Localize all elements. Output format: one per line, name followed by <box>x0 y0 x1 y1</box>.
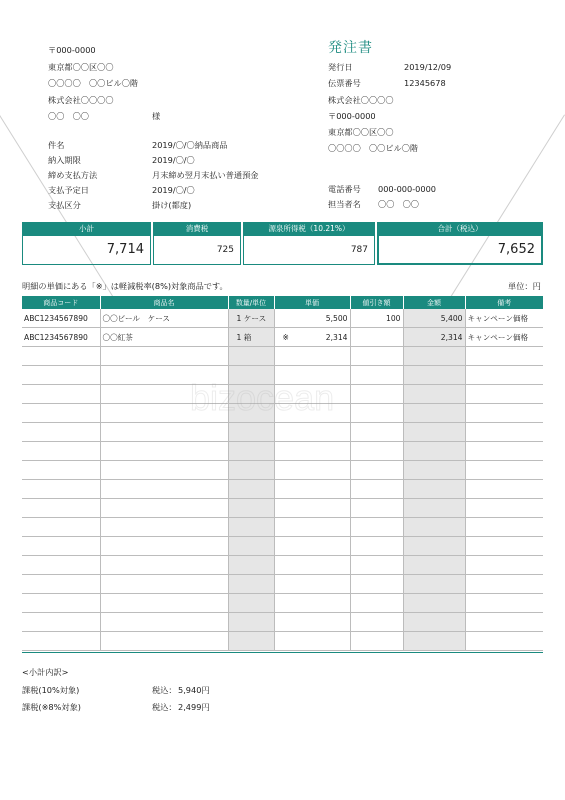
cell-empty <box>228 594 274 613</box>
cell-code: ABC1234567890 <box>22 309 100 328</box>
cell-empty <box>22 537 100 556</box>
cell-empty <box>274 594 350 613</box>
cell-empty <box>100 632 228 651</box>
recipient-honorific: 様 <box>152 111 161 121</box>
cell-amount: 2,314 <box>403 328 465 347</box>
cell-empty <box>228 575 274 594</box>
cell-empty <box>274 632 350 651</box>
table-row-empty <box>22 499 543 518</box>
cell-empty <box>350 594 403 613</box>
cell-empty <box>465 423 543 442</box>
cell-empty <box>350 480 403 499</box>
summary-withholding <box>243 222 375 266</box>
cell-empty <box>100 575 228 594</box>
cell-empty <box>403 632 465 651</box>
cell-empty <box>403 594 465 613</box>
cell-empty <box>228 537 274 556</box>
table-row <box>22 328 543 347</box>
header-quantity-unit: 数量/単位 <box>228 296 274 309</box>
summary-subtotal-label: 小計 <box>22 222 151 236</box>
cell-empty <box>350 556 403 575</box>
cell-empty <box>22 556 100 575</box>
cell-empty <box>228 632 274 651</box>
issuer-company: 株式会社〇〇〇〇 <box>328 95 394 105</box>
cell-empty <box>100 480 228 499</box>
cell-empty <box>228 442 274 461</box>
recipient-address2: 〇〇〇〇 〇〇ビル〇階 <box>48 78 139 88</box>
issue-date: 2019/12/09 <box>404 62 452 72</box>
cell-empty <box>274 518 350 537</box>
cell-empty <box>403 385 465 404</box>
cell-empty <box>274 347 350 366</box>
cell-unit: ケース <box>243 313 267 323</box>
cell-empty <box>403 480 465 499</box>
cell-code: ABC1234567890 <box>22 328 100 347</box>
header-product-name: 商品名 <box>100 296 228 309</box>
cell-empty <box>350 499 403 518</box>
table-row-empty <box>22 632 543 651</box>
cell-empty <box>100 442 228 461</box>
cell-empty <box>22 442 100 461</box>
summary-subtotal-value: 7,714 <box>22 236 151 265</box>
cell-price: 5,500 <box>325 313 348 323</box>
cell-discount <box>350 328 403 347</box>
slip-number-label: 伝票番号 <box>328 78 361 88</box>
table-row-empty <box>22 575 543 594</box>
cell-empty <box>228 347 274 366</box>
cell-empty <box>274 556 350 575</box>
table-row-empty <box>22 556 543 575</box>
decoration-line-right <box>448 114 565 301</box>
table-row-empty <box>22 537 543 556</box>
cell-empty <box>403 518 465 537</box>
breakdown-label-8: 課税(※8%対象) <box>22 702 81 712</box>
cell-empty <box>228 556 274 575</box>
cell-empty <box>100 347 228 366</box>
cell-empty <box>350 537 403 556</box>
cell-empty <box>22 594 100 613</box>
recipient-company: 株式会社〇〇〇〇 <box>48 95 114 105</box>
recipient-person: 〇〇 〇〇 <box>48 111 89 121</box>
reduced-tax-note: 明細の単価にある「※」は軽減税率(8%)対象商品です。 <box>22 281 228 291</box>
cell-empty <box>22 423 100 442</box>
cell-empty <box>22 385 100 404</box>
cell-empty <box>274 613 350 632</box>
cell-empty <box>100 613 228 632</box>
summary-total-label: 合計（税込） <box>377 222 543 236</box>
cell-empty <box>228 518 274 537</box>
table-row-empty <box>22 461 543 480</box>
cell-quantity: 1 <box>236 313 242 323</box>
cell-quantity-unit <box>228 328 274 347</box>
cell-empty <box>274 499 350 518</box>
cell-empty <box>403 423 465 442</box>
header-discount: 値引き額 <box>350 296 403 309</box>
detail-label-payment-date: 支払予定日 <box>48 185 89 195</box>
cell-empty <box>350 613 403 632</box>
reduced-tax-mark: ※ <box>282 332 289 342</box>
cell-empty <box>465 347 543 366</box>
issuer-postal: 〒000-0000 <box>328 111 376 121</box>
cell-empty <box>465 537 543 556</box>
summary-withholding-value: 787 <box>243 236 375 265</box>
cell-empty <box>100 461 228 480</box>
cell-quantity-unit <box>228 309 274 328</box>
cell-empty <box>350 575 403 594</box>
summary-tax-label: 消費税 <box>153 222 241 236</box>
cell-amount: 5,400 <box>403 309 465 328</box>
cell-empty <box>350 442 403 461</box>
staff-name: 〇〇 〇〇 <box>378 199 419 209</box>
cell-unit-price <box>274 309 350 328</box>
header-unit-price: 単価 <box>274 296 350 309</box>
cell-unit: 箱 <box>243 332 252 342</box>
detail-label-payment-type: 支払区分 <box>48 200 81 210</box>
cell-empty <box>22 404 100 423</box>
header-amount: 金額 <box>403 296 465 309</box>
cell-empty <box>465 461 543 480</box>
tel-number: 000-000-0000 <box>378 184 437 194</box>
table-bottom-line <box>22 652 543 653</box>
cell-empty <box>22 480 100 499</box>
cell-empty <box>350 518 403 537</box>
cell-empty <box>274 480 350 499</box>
staff-label: 担当者名 <box>328 199 361 209</box>
detail-value-payment-method: 月末締め翌月末払い普通預金 <box>152 170 259 180</box>
cell-empty <box>100 537 228 556</box>
cell-remarks: キャンペーン価格 <box>465 309 543 328</box>
table-row-empty <box>22 442 543 461</box>
cell-empty <box>465 499 543 518</box>
bizocean-watermark <box>190 370 380 430</box>
cell-empty <box>403 404 465 423</box>
cell-empty <box>22 575 100 594</box>
recipient-address1: 東京都〇〇区〇〇 <box>48 62 114 72</box>
cell-empty <box>228 613 274 632</box>
cell-empty <box>22 461 100 480</box>
recipient-postal: 〒000-0000 <box>48 45 96 55</box>
cell-empty <box>403 613 465 632</box>
cell-empty <box>403 442 465 461</box>
detail-label-subject: 件名 <box>48 140 65 150</box>
cell-empty <box>274 575 350 594</box>
cell-empty <box>274 442 350 461</box>
breakdown-taxlabel-10: 税込： <box>152 685 177 695</box>
table-header-row <box>22 296 543 309</box>
cell-empty <box>465 613 543 632</box>
cell-empty <box>22 632 100 651</box>
cell-empty <box>228 461 274 480</box>
detail-label-deadline: 納入期限 <box>48 155 81 165</box>
cell-empty <box>22 347 100 366</box>
header-product-code: 商品コード <box>22 296 100 309</box>
summary-tax <box>153 222 241 266</box>
cell-name: 〇〇ビール ケース <box>100 309 228 328</box>
breakdown-value-10: 5,940円 <box>178 685 210 695</box>
summary-total-value: 7,652 <box>377 236 543 265</box>
detail-value-deadline: 2019/〇/〇 <box>152 155 195 165</box>
cell-empty <box>465 632 543 651</box>
cell-empty <box>274 461 350 480</box>
cell-empty <box>403 499 465 518</box>
cell-empty <box>350 632 403 651</box>
cell-price: 2,314 <box>325 332 348 342</box>
cell-unit-price <box>274 328 350 347</box>
detail-label-payment-method: 締め支払方法 <box>48 170 98 180</box>
cell-empty <box>228 499 274 518</box>
cell-empty <box>403 461 465 480</box>
table-row <box>22 309 543 328</box>
header-remarks: 備考 <box>465 296 543 309</box>
cell-empty <box>274 537 350 556</box>
cell-empty <box>465 404 543 423</box>
cell-empty <box>403 537 465 556</box>
cell-empty <box>465 442 543 461</box>
table-row-empty <box>22 613 543 632</box>
summary-tax-value: 725 <box>153 236 241 265</box>
breakdown-value-8: 2,499円 <box>178 702 210 712</box>
cell-empty <box>403 347 465 366</box>
table-row-empty <box>22 347 543 366</box>
summary-total <box>377 222 543 266</box>
cell-quantity: 1 <box>236 332 242 342</box>
cell-empty <box>465 366 543 385</box>
watermark-text: bizocean <box>190 377 335 418</box>
cell-empty <box>350 461 403 480</box>
cell-empty <box>403 366 465 385</box>
tel-label: 電話番号 <box>328 184 361 194</box>
cell-empty <box>22 499 100 518</box>
document-title: 発注書 <box>328 40 373 56</box>
detail-value-payment-date: 2019/〇/〇 <box>152 185 195 195</box>
cell-empty <box>100 518 228 537</box>
table-row-empty <box>22 480 543 499</box>
cell-name: 〇〇紅茶 <box>100 328 228 347</box>
issuer-address2: 〇〇〇〇 〇〇ビル〇階 <box>328 143 419 153</box>
cell-empty <box>22 366 100 385</box>
issuer-address1: 東京都〇〇区〇〇 <box>328 127 394 137</box>
summary-subtotal <box>22 222 151 266</box>
unit-label: 単位：円 <box>508 281 541 291</box>
cell-empty <box>100 556 228 575</box>
breakdown-label-10: 課税(10%対象) <box>22 685 80 695</box>
slip-number: 12345678 <box>404 78 446 88</box>
detail-value-payment-type: 掛け(都度) <box>152 200 192 210</box>
cell-empty <box>465 594 543 613</box>
breakdown-taxlabel-8: 税込： <box>152 702 177 712</box>
detail-value-subject: 2019/〇/〇納品商品 <box>152 140 228 150</box>
cell-empty <box>465 556 543 575</box>
cell-empty <box>350 347 403 366</box>
cell-remarks: キャンペーン価格 <box>465 328 543 347</box>
issue-date-label: 発行日 <box>328 62 353 72</box>
cell-empty <box>100 594 228 613</box>
cell-empty <box>403 556 465 575</box>
cell-empty <box>22 613 100 632</box>
cell-discount: 100 <box>350 309 403 328</box>
cell-empty <box>465 385 543 404</box>
cell-empty <box>465 575 543 594</box>
cell-empty <box>403 575 465 594</box>
cell-empty <box>465 480 543 499</box>
table-row-empty <box>22 518 543 537</box>
summary-withholding-label: 源泉所得税（10.21%） <box>243 222 375 236</box>
cell-empty <box>100 499 228 518</box>
table-row-empty <box>22 594 543 613</box>
breakdown-heading: <小計内訳> <box>22 667 69 677</box>
cell-empty <box>22 518 100 537</box>
cell-empty <box>228 480 274 499</box>
items-table <box>22 296 543 651</box>
cell-empty <box>465 518 543 537</box>
